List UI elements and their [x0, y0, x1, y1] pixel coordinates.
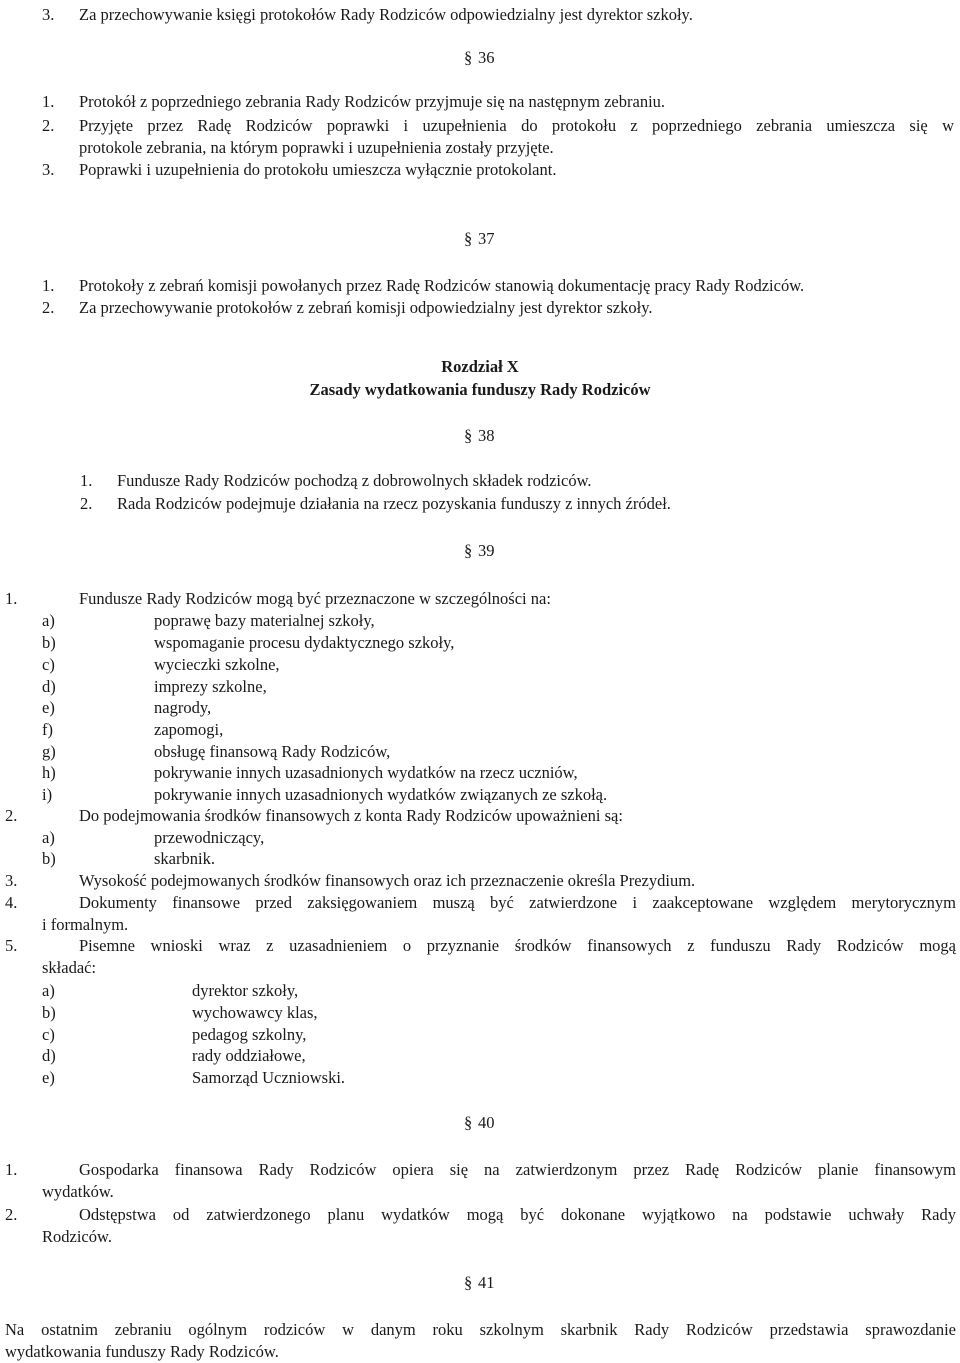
list-item: wspomaganie procesu dydaktycznego szkoły, [154, 633, 455, 652]
item-number: 2. [80, 494, 93, 513]
list-item: poprawę bazy materialnej szkoły, [154, 611, 375, 630]
item-number: 4. [5, 893, 18, 912]
item-number: 2. [42, 298, 55, 317]
section-number: 36 [478, 48, 495, 67]
section-number: 41 [478, 1273, 495, 1292]
section-symbol: § [464, 1113, 473, 1132]
list-letter: a) [42, 611, 55, 630]
section-number: 40 [478, 1113, 495, 1132]
item-number: 1. [5, 1160, 18, 1179]
item-number: 1. [80, 471, 93, 490]
item-text: Poprawki i uzupełnienia do protokołu umieszcza wyłącznie protokolant. [79, 160, 557, 179]
list-letter: g) [42, 742, 56, 761]
item-text-continuation: składać: [42, 958, 97, 977]
list-item: nagrody, [154, 698, 212, 717]
item-number: 5. [5, 936, 18, 955]
paragraph-text-continuation: wydatkowania funduszy Rady Rodziców. [5, 1342, 279, 1361]
chapter-subtitle: Zasady wydatkowania funduszy Rady Rodziców [309, 380, 651, 399]
list-item: zapomogi, [154, 720, 224, 739]
section-symbol: § [464, 48, 473, 67]
list-letter: c) [42, 1025, 55, 1044]
item-number: 3. [42, 5, 55, 24]
item-text: Fundusze Rady Rodziców pochodzą z dobrowolnych składek rodziców. [117, 471, 592, 490]
item-text-continuation: i formalnym. [42, 915, 129, 934]
list-letter: b) [42, 633, 56, 652]
list-letter: h) [42, 763, 56, 782]
section-symbol: § [464, 1273, 473, 1292]
list-item: wychowawcy klas, [192, 1003, 318, 1022]
list-letter: e) [42, 698, 55, 717]
item-text: Za przechowywanie protokołów z zebrań komisji odpowiedzialny jest dyrektor szkoły. [79, 298, 653, 317]
list-item: pokrywanie innych uzasadnionych wydatków związanych ze szkołą. [154, 785, 608, 804]
item-number: 1. [42, 92, 55, 111]
item-text: Dokumenty finansowe przed zaksięgowaniem muszą być zatwierdzone i zaakceptowane względem merytorycznym [79, 893, 956, 912]
list-item: skarbnik. [154, 849, 215, 868]
list-letter: a) [42, 981, 55, 1000]
section-number: 37 [478, 229, 495, 248]
item-text-continuation: Rodziców. [42, 1227, 112, 1246]
item-number: 3. [42, 160, 55, 179]
item-number: 2. [42, 116, 55, 135]
list-letter: d) [42, 677, 56, 696]
list-item: Samorząd Uczniowski. [192, 1068, 346, 1087]
list-letter: b) [42, 1003, 56, 1022]
item-text-continuation: protokole zebrania, na którym poprawki i uzupełnienia zostały przyjęte. [79, 138, 554, 157]
item-text: Do podejmowania środków finansowych z konta Rady Rodziców upoważnieni są: [79, 806, 623, 825]
item-text: Fundusze Rady Rodziców mogą być przeznaczone w szczególności na: [79, 589, 551, 608]
section-number: 39 [478, 541, 495, 560]
list-item: dyrektor szkoły, [192, 981, 299, 1000]
item-text: Rada Rodziców podejmuje działania na rzecz pozyskania funduszy z innych źródeł. [117, 494, 671, 513]
section-symbol: § [464, 229, 473, 248]
list-item: wycieczki szkolne, [154, 655, 280, 674]
list-letter: c) [42, 655, 55, 674]
list-letter: d) [42, 1046, 56, 1065]
chapter-title: Rozdział X [441, 357, 519, 376]
section-number: 38 [478, 426, 495, 445]
item-number: 1. [42, 276, 55, 295]
list-letter: e) [42, 1068, 55, 1087]
item-text: Wysokość podejmowanych środków finansowych oraz ich przeznaczenie określa Prezydium. [79, 871, 696, 890]
list-item: pedagog szkolny, [192, 1025, 307, 1044]
item-text: Za przechowywanie księgi protokołów Rady Rodziców odpowiedzialny jest dyrektor szkoły. [79, 5, 693, 24]
item-number: 3. [5, 871, 18, 890]
section-symbol: § [464, 541, 473, 560]
list-letter: b) [42, 849, 56, 868]
item-text: Protokoły z zebrań komisji powołanych przez Radę Rodziców stanowią dokumentację pracy Rady Rodziców. [79, 276, 805, 295]
list-letter: i) [42, 785, 53, 804]
paragraph-text: Na ostatnim zebraniu ogólnym rodziców w danym roku szkolnym skarbnik Rady Rodziców przedstawia sprawozdanie [5, 1320, 956, 1339]
list-item: przewodniczący, [154, 828, 265, 847]
item-number: 2. [5, 1205, 18, 1224]
item-text: Odstępstwa od zatwierdzonego planu wydatków mogą być dokonane wyjątkowo na podstawie uchwały Rady [79, 1205, 956, 1224]
list-item: obsługę finansową Rady Rodziców, [154, 742, 391, 761]
list-item: imprezy szkolne, [154, 677, 267, 696]
list-letter: f) [42, 720, 53, 739]
section-symbol: § [464, 426, 473, 445]
list-item: pokrywanie innych uzasadnionych wydatków na rzecz uczniów, [154, 763, 578, 782]
item-text: Protokół z poprzedniego zebrania Rady Rodziców przyjmuje się na następnym zebraniu. [79, 92, 666, 111]
item-number: 1. [5, 589, 18, 608]
item-text-continuation: wydatków. [42, 1182, 114, 1201]
list-letter: a) [42, 828, 55, 847]
list-item: rady oddziałowe, [192, 1046, 306, 1065]
item-number: 2. [5, 806, 18, 825]
item-text: Gospodarka finansowa Rady Rodziców opiera się na zatwierdzonym przez Radę Rodziców planie finansowym [79, 1160, 956, 1179]
item-text: Przyjęte przez Radę Rodziców poprawki i uzupełnienia do protokołu z poprzedniego zebrania umieszcza się w [79, 116, 954, 135]
item-text: Pisemne wnioski wraz z uzasadnieniem o przyznanie środków finansowych z funduszu Rady Rodziców mogą [79, 936, 956, 955]
